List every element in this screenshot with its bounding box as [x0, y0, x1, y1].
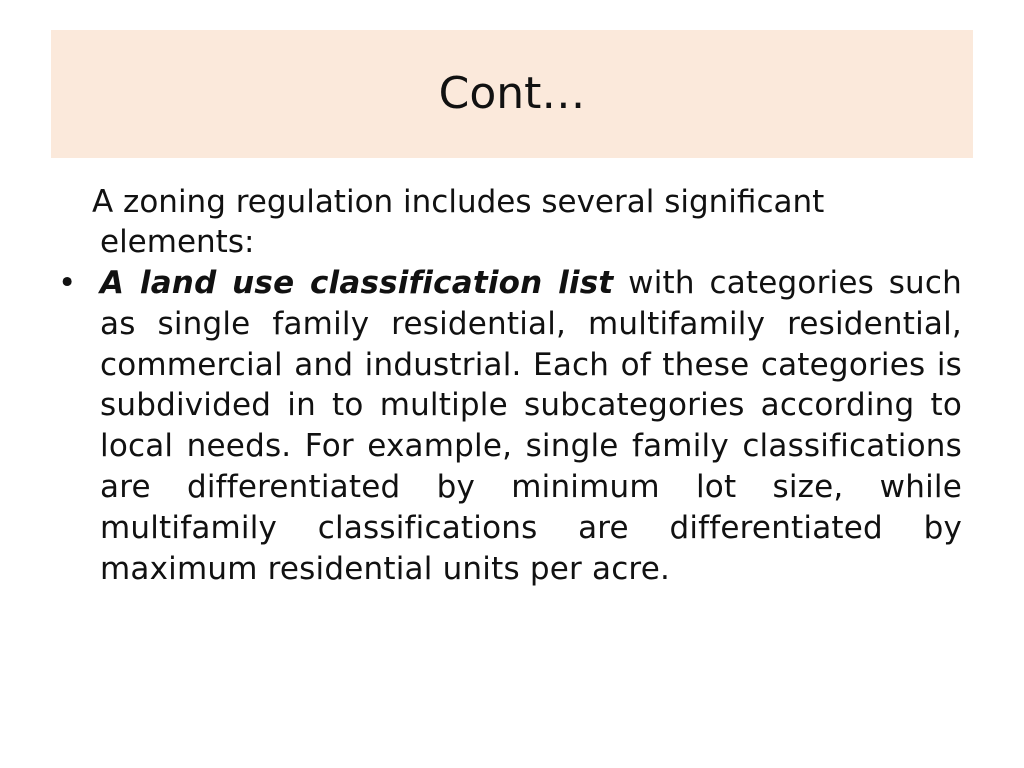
title-banner [51, 30, 973, 158]
bullet-text [100, 263, 962, 589]
intro-paragraph: A zoning regulation includes several significant elements: [92, 184, 825, 260]
bullet-emphasis: A land use classification list [100, 265, 614, 301]
slide-body [58, 182, 962, 589]
bullet-icon: • [58, 265, 77, 301]
slide-title: Cont… [438, 68, 586, 119]
bullet-body: with categories such as single family residential, multifamily residential, commercial and industrial. Each of these categories is subdivided in to multiple subcategories according to local needs. For example, single family classifications are differentiated by minimum lot size, while multifamily classifications are differentiated by maximum residential units per acre. [100, 265, 962, 587]
bullet-item [58, 263, 962, 589]
